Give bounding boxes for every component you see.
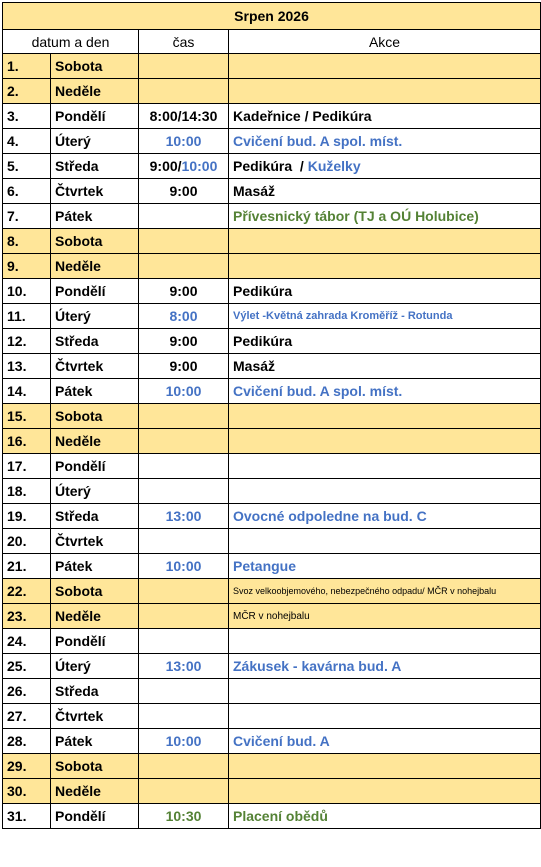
day-name: Čtvrtek	[51, 529, 139, 554]
day-number: 17.	[3, 454, 51, 479]
table-row	[3, 104, 541, 129]
event-cell: Masáž	[229, 354, 541, 379]
day-number: 10.	[3, 279, 51, 304]
month-title: Srpen 2026	[3, 3, 541, 30]
day-name: Čtvrtek	[51, 179, 139, 204]
day-name: Středa	[51, 504, 139, 529]
event-cell	[229, 229, 541, 254]
time-cell	[139, 779, 229, 804]
event-cell	[229, 479, 541, 504]
time-cell: 10:00	[139, 129, 229, 154]
event-part-black: Pedikúra /	[233, 158, 308, 174]
event-cell	[229, 629, 541, 654]
schedule-table	[2, 2, 541, 829]
time-cell	[139, 79, 229, 104]
table-row	[3, 504, 541, 529]
table-row	[3, 304, 541, 329]
day-number: 6.	[3, 179, 51, 204]
time-cell: 10:00	[139, 554, 229, 579]
time-cell	[139, 54, 229, 79]
event-cell: Svoz velkoobjemového, nebezpečného odpadu/ MČR v nohejbalu	[229, 579, 541, 604]
time-cell	[139, 254, 229, 279]
day-number: 12.	[3, 329, 51, 354]
event-cell: Cvičení bud. A	[229, 729, 541, 754]
event-cell	[229, 404, 541, 429]
table-row	[3, 804, 541, 829]
table-row	[3, 204, 541, 229]
time-cell	[139, 529, 229, 554]
table-row	[3, 704, 541, 729]
day-number: 8.	[3, 229, 51, 254]
time-cell: 8:00	[139, 304, 229, 329]
day-number: 20.	[3, 529, 51, 554]
event-cell: Cvičení bud. A spol. míst.	[229, 379, 541, 404]
day-number: 18.	[3, 479, 51, 504]
table-row	[3, 654, 541, 679]
table-row	[3, 429, 541, 454]
day-number: 29.	[3, 754, 51, 779]
day-name: Čtvrtek	[51, 704, 139, 729]
table-row	[3, 404, 541, 429]
table-row	[3, 329, 541, 354]
day-name: Neděle	[51, 254, 139, 279]
event-part-blue: Kuželky	[307, 158, 361, 174]
day-name: Úterý	[51, 129, 139, 154]
day-number: 31.	[3, 804, 51, 829]
event-cell	[229, 429, 541, 454]
time-cell	[139, 229, 229, 254]
time-cell: 9:00	[139, 279, 229, 304]
header-event: Akce	[229, 30, 541, 54]
day-number: 4.	[3, 129, 51, 154]
day-name: Pátek	[51, 204, 139, 229]
event-cell	[229, 454, 541, 479]
time-cell	[139, 429, 229, 454]
day-number: 30.	[3, 779, 51, 804]
day-name: Sobota	[51, 54, 139, 79]
event-cell: Pedikúra	[229, 329, 541, 354]
table-row	[3, 679, 541, 704]
event-cell	[229, 54, 541, 79]
time-part-black: 9:00/	[149, 158, 182, 174]
day-number: 21.	[3, 554, 51, 579]
day-name: Sobota	[51, 229, 139, 254]
table-row	[3, 579, 541, 604]
time-cell	[139, 704, 229, 729]
day-name: Pondělí	[51, 279, 139, 304]
time-cell: 10:00	[139, 379, 229, 404]
day-number: 26.	[3, 679, 51, 704]
time-cell	[139, 679, 229, 704]
day-number: 11.	[3, 304, 51, 329]
header-row	[3, 30, 541, 54]
day-name: Pátek	[51, 729, 139, 754]
day-number: 24.	[3, 629, 51, 654]
event-cell	[229, 679, 541, 704]
title-row	[3, 3, 541, 30]
day-number: 2.	[3, 79, 51, 104]
table-row	[3, 154, 541, 179]
time-cell	[139, 454, 229, 479]
day-name: Pátek	[51, 554, 139, 579]
event-cell: Ovocné odpoledne na bud. C	[229, 504, 541, 529]
day-number: 1.	[3, 54, 51, 79]
day-name: Středa	[51, 329, 139, 354]
event-cell	[229, 779, 541, 804]
header-date: datum a den	[3, 30, 139, 54]
day-number: 13.	[3, 354, 51, 379]
day-number: 5.	[3, 154, 51, 179]
event-cell: Masáž	[229, 179, 541, 204]
day-name: Neděle	[51, 429, 139, 454]
day-name: Úterý	[51, 304, 139, 329]
table-row	[3, 604, 541, 629]
time-cell: 9:00	[139, 354, 229, 379]
event-cell: Pedikúra	[229, 279, 541, 304]
time-cell: 10:00	[139, 729, 229, 754]
table-row	[3, 79, 541, 104]
table-row	[3, 379, 541, 404]
day-number: 14.	[3, 379, 51, 404]
day-name: Pondělí	[51, 629, 139, 654]
time-cell: 9:00	[139, 329, 229, 354]
table-row	[3, 54, 541, 79]
day-number: 3.	[3, 104, 51, 129]
day-number: 25.	[3, 654, 51, 679]
table-row	[3, 529, 541, 554]
time-cell	[139, 479, 229, 504]
day-name: Pondělí	[51, 454, 139, 479]
day-name: Úterý	[51, 654, 139, 679]
table-row	[3, 729, 541, 754]
table-row	[3, 754, 541, 779]
time-cell: 8:00/14:30	[139, 104, 229, 129]
header-time: čas	[139, 30, 229, 54]
day-number: 19.	[3, 504, 51, 529]
table-row	[3, 479, 541, 504]
time-cell	[139, 154, 229, 179]
time-cell	[139, 604, 229, 629]
day-number: 16.	[3, 429, 51, 454]
day-number: 23.	[3, 604, 51, 629]
day-number: 15.	[3, 404, 51, 429]
event-cell	[229, 704, 541, 729]
day-name: Pondělí	[51, 804, 139, 829]
time-cell	[139, 204, 229, 229]
time-cell	[139, 579, 229, 604]
day-number: 28.	[3, 729, 51, 754]
time-cell: 10:30	[139, 804, 229, 829]
event-cell: Kadeřnice / Pedikúra	[229, 104, 541, 129]
event-cell: MČR v nohejbalu	[229, 604, 541, 629]
day-name: Sobota	[51, 404, 139, 429]
day-name: Úterý	[51, 479, 139, 504]
table-row	[3, 779, 541, 804]
event-cell	[229, 754, 541, 779]
event-cell: Výlet -Květná zahrada Kroměříž - Rotunda	[229, 304, 541, 329]
day-name: Čtvrtek	[51, 354, 139, 379]
day-name: Neděle	[51, 604, 139, 629]
time-cell: 13:00	[139, 654, 229, 679]
event-cell: Přívesnický tábor (TJ a OÚ Holubice)	[229, 204, 541, 229]
day-number: 9.	[3, 254, 51, 279]
event-cell	[229, 79, 541, 104]
event-cell	[229, 529, 541, 554]
day-number: 22.	[3, 579, 51, 604]
time-cell	[139, 404, 229, 429]
table-row	[3, 279, 541, 304]
table-row	[3, 254, 541, 279]
table-row	[3, 454, 541, 479]
table-row	[3, 629, 541, 654]
time-cell	[139, 754, 229, 779]
day-name: Neděle	[51, 779, 139, 804]
table-row	[3, 129, 541, 154]
table-row	[3, 229, 541, 254]
time-part-blue: 10:00	[181, 158, 218, 174]
event-cell	[229, 154, 541, 179]
time-cell	[139, 629, 229, 654]
table-row	[3, 354, 541, 379]
event-cell: Petangue	[229, 554, 541, 579]
time-cell: 13:00	[139, 504, 229, 529]
day-number: 7.	[3, 204, 51, 229]
event-cell: Cvičení bud. A spol. míst.	[229, 129, 541, 154]
day-name: Sobota	[51, 754, 139, 779]
day-name: Pondělí	[51, 104, 139, 129]
day-name: Středa	[51, 154, 139, 179]
table-row	[3, 554, 541, 579]
event-cell: Zákusek - kavárna bud. A	[229, 654, 541, 679]
day-name: Neděle	[51, 79, 139, 104]
event-cell: Placení obědů	[229, 804, 541, 829]
table-row	[3, 179, 541, 204]
day-name: Středa	[51, 679, 139, 704]
event-cell	[229, 254, 541, 279]
day-name: Pátek	[51, 379, 139, 404]
time-cell: 9:00	[139, 179, 229, 204]
day-number: 27.	[3, 704, 51, 729]
day-name: Sobota	[51, 579, 139, 604]
